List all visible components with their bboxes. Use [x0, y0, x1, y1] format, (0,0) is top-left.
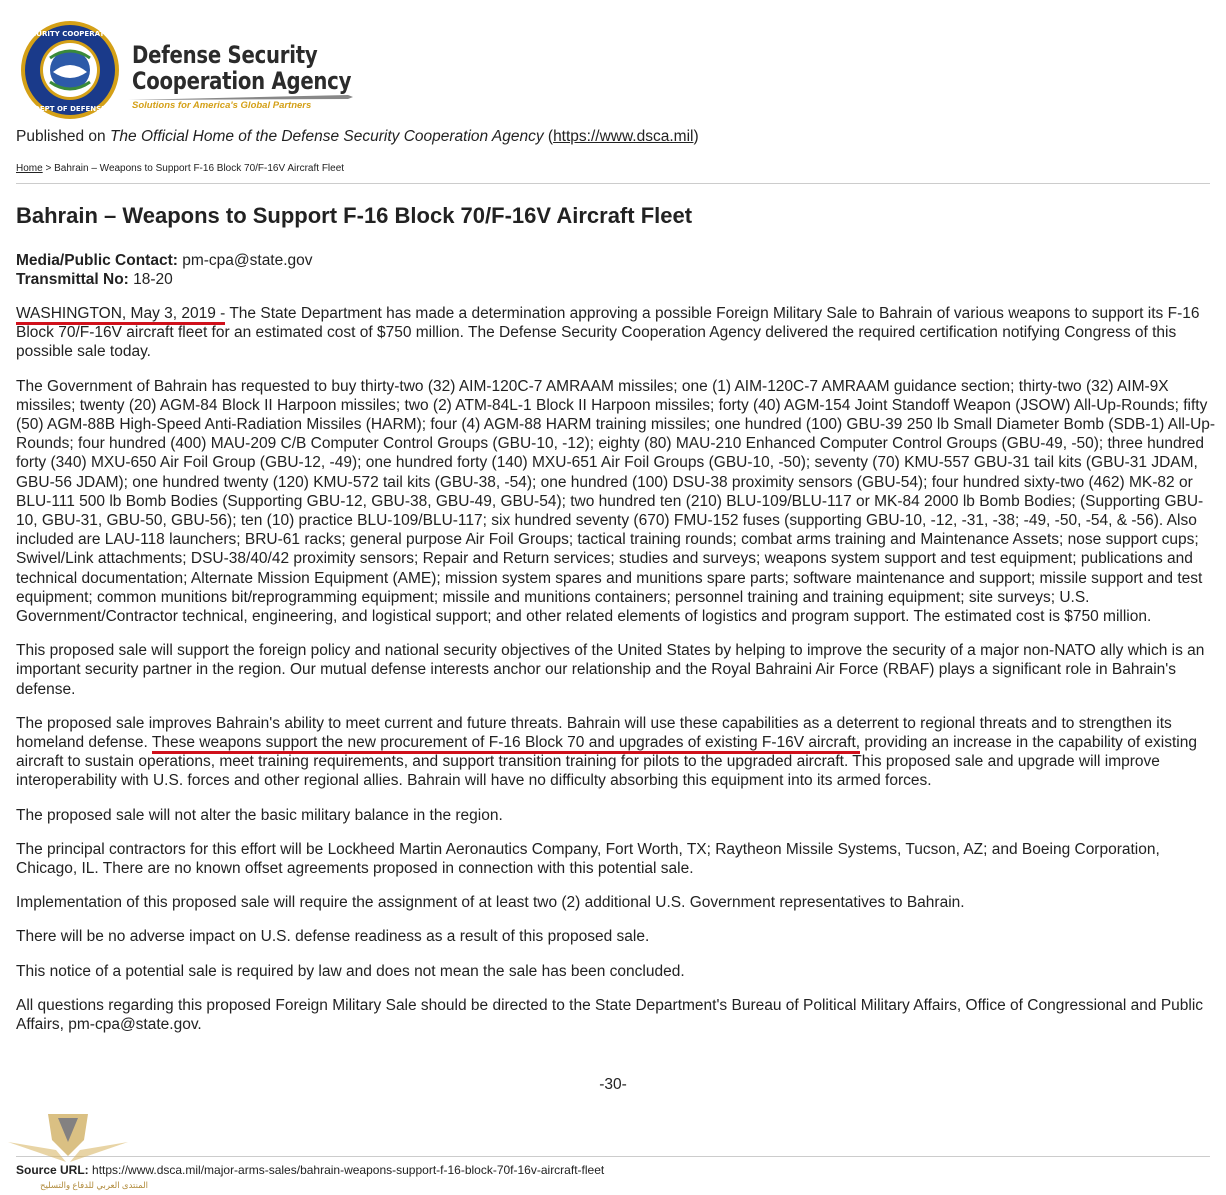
- breadcrumb-current: Bahrain – Weapons to Support F-16 Block 70/F-16V Aircraft Fleet: [54, 163, 345, 174]
- paragraph-implementation: Implementation of this proposed sale will require the assignment of at least two (2) additional U.S. Government representatives to Bahrain.: [16, 894, 965, 912]
- paragraph-policy: This proposed sale will support the foreign policy and national security objectives of the United States by helping to improve the security of a major non-NATO ally which is an important security partner in the region. Our mutual defense interests anchor our relationship and the Royal Bahraini Air Force (RBAF) plays a significant role in Bahrain's defense.: [16, 642, 1205, 698]
- transmittal-label: Transmittal No:: [16, 271, 129, 288]
- article-body: [16, 304, 1216, 1049]
- footer-divider: [16, 1156, 1210, 1157]
- release-meta: [16, 251, 313, 289]
- paragraph-announcement: WASHINGTON, May 3, 2019 - The State Department has made a determination approving a possible Foreign Military Sale to Bahrain of various weapons to support its F-16 Block 70/F-16V aircraft fleet for an estimated cost of $750 million. The Defense Security Cooperation Agency delivered the required certification notifying Congress of this possible sale today.: [16, 305, 1200, 361]
- highlighted-sentence: These weapons support the new procurement of F-16 Block 70 and upgrades of existing F-16V aircraft,: [152, 734, 860, 754]
- paragraph-questions: All questions regarding this proposed Foreign Military Sale should be directed to the State Department's Bureau of Political Military Affairs, Office of Congressional and Public Affairs, pm-cpa@state.gov.: [16, 996, 1204, 1034]
- end-marker: -30-: [599, 1076, 627, 1093]
- dateline-underlined: WASHINGTON, May 3, 2019 -: [16, 305, 225, 325]
- paragraph-notice: This notice of a potential sale is required by law and does not mean the sale has been concluded.: [16, 962, 685, 980]
- agency-name-line2: Cooperation Agency: [132, 67, 352, 95]
- agency-name-line1: Defense Security: [132, 41, 318, 69]
- source-url: [16, 1163, 604, 1177]
- paragraph-contractors: The principal contractors for this effort will be Lockheed Martin Aeronautics Company, Fort Worth, TX; Raytheon Missile Systems, Tucson, AZ; and Boeing Corporation, Chicago, IL. There are no known offset agreements proposed in connection with this potential sale.: [16, 840, 1160, 878]
- paragraph-capability: The proposed sale improves Bahrain's ability to meet current and future threats. Bahrain will use these capabilities as a deterrent to regional threats and to strengthen its homeland defense. These weapons support the new procurement of F-16 Block 70 and upgrades of existing F-16V aircraft, providing an increase in the capability of existing aircraft to sustain operations, meet training requirements, and support transition training for pilots to the upgraded aircraft. This proposed sale and upgrade will improve interoperability with U.S. forces and other regional allies. Bahrain will have no difficulty absorbing this equipment into its armed forces.: [16, 714, 1197, 790]
- published-on: Published on The Official Home of the Defense Security Cooperation Agency (https://www.dsca.mil): [16, 128, 699, 145]
- site-url-link[interactable]: https://www.dsca.mil: [553, 128, 694, 145]
- paragraph-readiness: There will be no adverse impact on U.S. defense readiness as a result of this proposed sale.: [16, 928, 650, 946]
- svg-text:SECURITY COOPERATION: SECURITY COOPERATION: [21, 30, 119, 38]
- dsca-seal-icon: [20, 20, 120, 120]
- header-divider: [16, 183, 1210, 184]
- agency-name: [132, 42, 351, 94]
- source-link[interactable]: https://www.dsca.mil/major-arms-sales/bahrain-weapons-support-f-16-block-70f-16v-aircraft-fleet: [88, 1163, 605, 1177]
- paragraph-balance: The proposed sale will not alter the basic military balance in the region.: [16, 806, 503, 824]
- contact-value: pm-cpa@state.gov: [177, 252, 313, 269]
- svg-text:DEPT OF DEFENSE: DEPT OF DEFENSE: [34, 105, 106, 113]
- breadcrumb-home-link[interactable]: Home: [16, 163, 43, 174]
- site-name: The Official Home of the Defense Security Cooperation Agency: [109, 128, 544, 145]
- agency-tagline: Solutions for America's Global Partners: [132, 100, 312, 111]
- watermark-text: المنتدى العربي للدفاع والتسليح: [40, 1180, 149, 1190]
- source-label: Source URL:: [16, 1163, 89, 1177]
- agency-logo: [20, 20, 350, 120]
- page-title: Bahrain – Weapons to Support F-16 Block 70/F-16V Aircraft Fleet: [16, 203, 693, 228]
- paragraph-request: The Government of Bahrain has requested to buy thirty-two (32) AIM-120C-7 AMRAAM missiles; one (1) AIM-120C-7 AMRAAM guidance section; thirty-two (32) AIM-9X missiles; twenty (20) AGM-84 Block II Harpoon missiles; two (2) ATM-84L-1 Block II Harpoon missiles; forty (40) AGM-154 Joint Standoff Weapon (JSOW) All-Up-Rounds; fifty (50) AGM-88B High-Speed Anti-Radiation Missiles (HARM); four (4) AGM-88 HARM training missiles; one hundred (100) GBU-39 250 lb Small Diameter Bomb (SDB-1) All-Up-Rounds; four hundred (400) MAU-209 C/B Computer Control Groups (GBU-10, -12); eighty (80) MAU-210 Enhanced Computer Control Groups (GBU-49, -50); three hundred forty (340) MXU-650 Air Foil Group (GBU-12, -49); one hundred forty (140) MXU-651 Air Foil Groups (GBU-10, -50); seventy (70) KMU-557 GBU-31 tail kits (GBU-31 JDAM, GBU-56 JDAM); one hundred twenty (120) KMU-572 tail kits (GBU-38, -54); one hundred (100) DSU-38 proximity sensors (GBU-54); four hundred sixty-two (462) MK-82 or BLU-111 500 lb Bomb Bodies (Supporting GBU-12, GBU-38, GBU-49, GBU-54); two hundred ten (210) BLU-109/BLU-117 or MK-84 2000 lb Bomb Bodies; (Supporting GBU-10, GBU-31, GBU-50, GBU-56); ten (10) practice BLU-109/BLU-117; six hundred seventy (670) FMU-152 fuses (supporting GBU-10, -12, -31, -38; -49, -50, -54, & -56). Also included are LAU-118 launchers; BRU-61 racks; general purpose Air Foil Groups; tactical training rounds; combat arms training and Maintenance Assets; nose support cups; Swivel/Link attachments; DSU-38/40/42 proximity sensors; Repair and Return services; studies and surveys; weapons system support and test equipment; publications and technical documentation; Alternate Mission Equipment (AME); mission system spares and munitions spare parts; software maintenance and support; missile support and test equipment; common munitions bit/reprogramming equipment; missile and munitions containers; personnel training and training equipment; site surveys; U.S. Government/Contractor technical, engineering, and logistical support; and other related elements of logistics and program support. The estimated cost is $750 million.: [16, 377, 1216, 626]
- contact-label: Media/Public Contact:: [16, 252, 178, 269]
- transmittal-value: 18-20: [128, 271, 173, 288]
- breadcrumb: Home > Bahrain – Weapons to Support F-16 Block 70/F-16V Aircraft Fleet: [16, 163, 345, 174]
